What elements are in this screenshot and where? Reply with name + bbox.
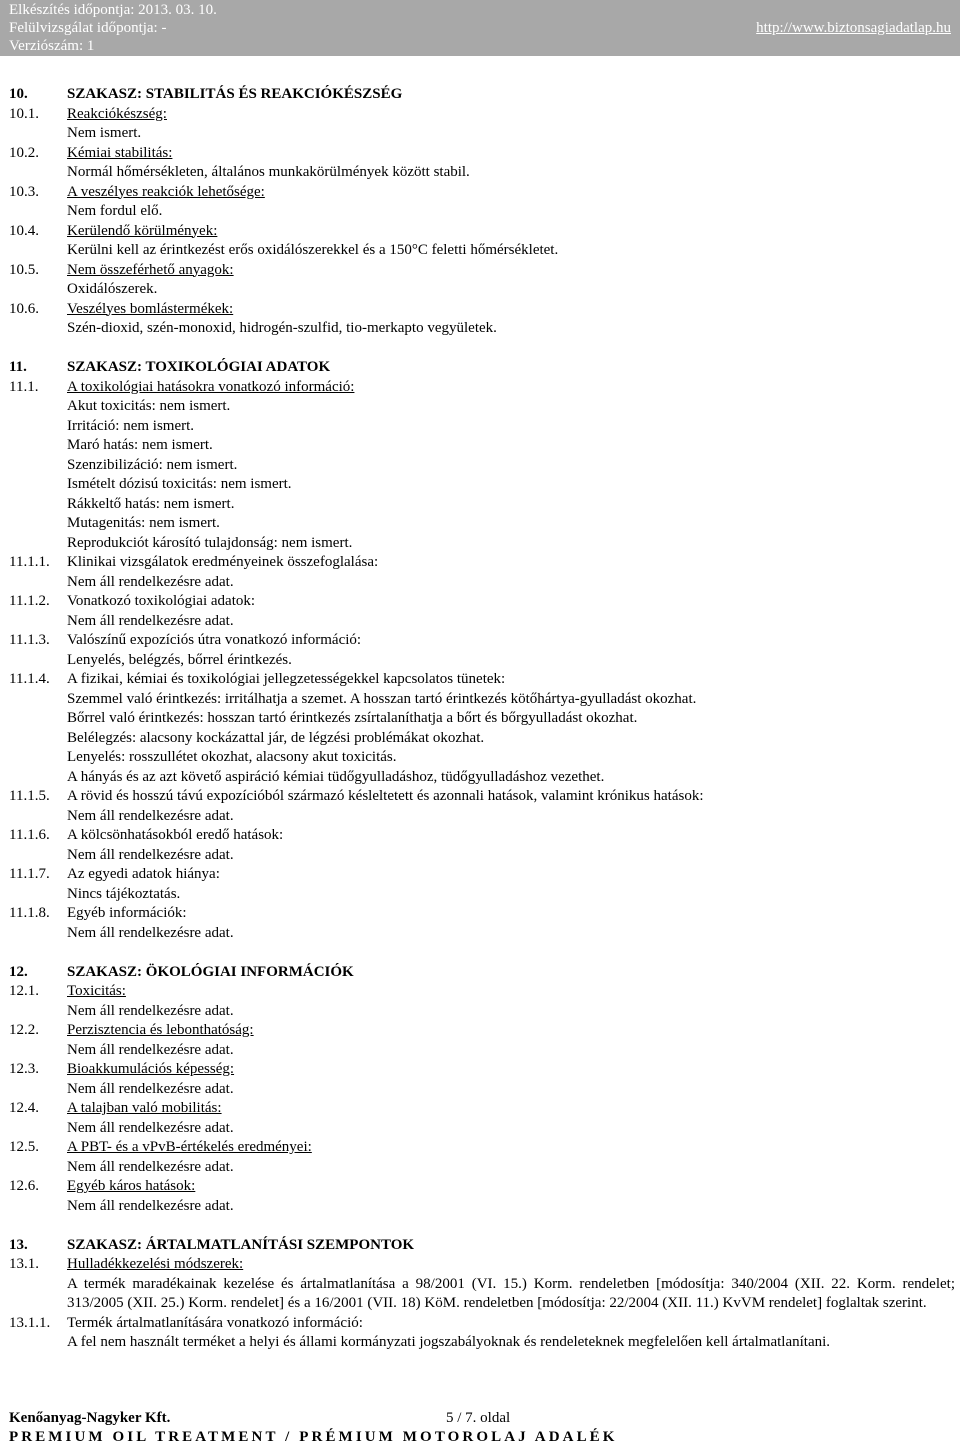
subsection-text: Nem áll rendelkezésre adat.: [67, 1080, 234, 1097]
header-meta: [9, 1, 217, 55]
subsection-text: Belélegzés: alacsony kockázattal jár, de légzési problémákat okozhat.: [67, 729, 485, 746]
subsection-text: Ismételt dózisú toxicitás: nem ismert.: [67, 476, 292, 492]
subsection-text: Maró hatás: nem ismert.: [67, 437, 213, 453]
subsection-heading: 10.1. Reakciókészség:: [9, 105, 167, 122]
subsection-text: Oxidálószerek.: [67, 281, 158, 297]
subsection-text: Nem fordul elő.: [67, 203, 163, 219]
subsection-text: Szemmel való érintkezés: irritálhatja a szemet. A hosszan tartó érintkezés kötőhártya-gyulladást okozhat.: [67, 690, 697, 707]
subsection-text: Rákkeltő hatás: nem ismert.: [67, 495, 235, 512]
product-slogan: PREMIUM OIL TREATMENT / PRÉMIUM MOTOROLAJ ADALÉK: [9, 1429, 618, 1445]
subsection-text: Nem áll rendelkezésre adat.: [67, 807, 234, 824]
subsection-heading: 10.4. Kerülendő körülmények:: [9, 222, 218, 239]
created-date: Elkészítés időpontja: 2013. 03. 10.: [9, 2, 217, 18]
subsection-heading: 10.5. Nem összeférhető anyagok:: [9, 261, 234, 278]
subsection-text: Lenyelés: rosszullétet okozhat, alacsony akut toxicitás.: [67, 749, 397, 765]
review-date: Felülvizsgálat időpontja: -: [9, 20, 167, 36]
subsection-heading: 12.4. A talajban való mobilitás:: [9, 1100, 222, 1116]
subsection-text: Lenyelés, belégzés, bőrrel érintkezés.: [67, 651, 292, 668]
subsection-heading: 12.2. Perzisztencia és lebonthatóság:: [9, 1022, 254, 1038]
subsection-text: Nem áll rendelkezésre adat.: [67, 573, 234, 590]
subsection-heading: 12.3. Bioakkumulációs képesség:: [9, 1061, 235, 1077]
subsection-heading: 11.1.7. Az egyedi adatok hiánya:: [9, 866, 220, 882]
subsection-heading: 11.1.3. Valószínű expozíciós útra vonatkozó információ:: [9, 632, 362, 648]
subsection-text: Nincs tájékoztatás.: [67, 885, 181, 902]
page-number: 5 / 7. oldal: [446, 1410, 511, 1426]
subsection-text: Nem áll rendelkezésre adat.: [67, 1002, 234, 1019]
subsection-heading: 11.1.1. Klinikai vizsgálatok eredményeinek összefoglalása:: [9, 554, 379, 570]
company-name: Kenőanyag-Nagyker Kft.: [9, 1410, 171, 1426]
subsection-text: Szenzibilizáció: nem ismert.: [67, 456, 238, 473]
section-13-heading: 13. SZAKASZ: ÁRTALMATLANÍTÁSI SZEMPONTOK: [9, 1236, 415, 1253]
subsection-heading: 10.2. Kémiai stabilitás:: [9, 144, 173, 161]
subsection-text: Bőrrel való érintkezés: hosszan tartó érintkezés zsírtalaníthatja a bőrt és bőrgyulladást okozhat.: [67, 710, 638, 726]
subsection-text: Irritáció: nem ismert.: [67, 417, 195, 434]
subsection-text: Nem áll rendelkezésre adat.: [67, 846, 234, 863]
subsection-heading: 10.6. Veszélyes bomlástermékek:: [9, 300, 234, 317]
subsection-text: Kerülni kell az érintkezést erős oxidálószerekkel és a 150°C feletti hőmérsékletet.: [67, 242, 559, 258]
subsection-heading: 13.1.1. Termék ártalmatlanítására vonatkozó információ:: [9, 1314, 363, 1331]
subsection-text: Nem áll rendelkezésre adat.: [67, 1197, 234, 1214]
document-header: [0, 0, 960, 56]
subsection-text: Szén-dioxid, szén-monoxid, hidrogén-szulfid, tio-merkapto vegyületek.: [67, 320, 497, 336]
subsection-text: Akut toxicitás: nem ismert.: [67, 398, 231, 414]
subsection-heading: 11.1.8. Egyéb információk:: [9, 905, 187, 921]
subsection-text: A fel nem használt terméket a helyi és állami kormányzati jogszabályoknak és rendeleteknek megfelelően kell ártalmatlanítani.: [67, 1334, 831, 1350]
subsection-text: Nem áll rendelkezésre adat.: [67, 1158, 234, 1175]
subsection-text: Mutagenitás: nem ismert.: [67, 515, 220, 531]
subsection-text: Nem áll rendelkezésre adat.: [67, 1041, 234, 1058]
section-11-heading: 11. SZAKASZ: TOXIKOLÓGIAI ADATOK: [9, 359, 331, 375]
subsection-text: Nem áll rendelkezésre adat.: [67, 612, 234, 629]
website-link[interactable]: http://www.biztonsagiadatlap.hu: [756, 20, 951, 36]
section-12-heading: 12. SZAKASZ: ÖKOLÓGIAI INFORMÁCIÓK: [9, 963, 354, 980]
subsection-text: Reprodukciót károsító tulajdonság: nem ismert.: [67, 534, 353, 551]
subsection-heading: 12.6. Egyéb káros hatások:: [9, 1178, 196, 1194]
subsection-heading: 11.1.2. Vonatkozó toxikológiai adatok:: [9, 593, 256, 609]
subsection-heading: 13.1. Hulladékkezelési módszerek:: [9, 1256, 244, 1272]
subsection-heading: 12.5. A PBT- és a vPvB-értékelés eredményei:: [9, 1139, 312, 1155]
subsection-text: Nem áll rendelkezésre adat.: [67, 1119, 234, 1136]
subsection-text: Nem ismert.: [67, 125, 142, 141]
subsection-text: Nem áll rendelkezésre adat.: [67, 924, 234, 941]
subsection-heading: 11.1.6. A kölcsönhatásokból eredő hatások:: [9, 827, 284, 843]
subsection-heading: 12.1. Toxicitás:: [9, 983, 126, 999]
section-10-heading: 10. SZAKASZ: STABILITÁS ÉS REAKCIÓKÉSZSÉG: [9, 86, 403, 102]
subsection-heading: 10.3. A veszélyes reakciók lehetősége:: [9, 183, 265, 200]
subsection-heading: 11.1. A toxikológiai hatásokra vonatkozó információ:: [9, 378, 355, 395]
version-number: Verziószám: 1: [9, 38, 95, 54]
subsection-heading: 11.1.4. A fizikai, kémiai és toxikológiai jellegzetességekkel kapcsolatos tünetek:: [9, 671, 506, 687]
document-body: [9, 85, 955, 1353]
subsection-text: Normál hőmérsékleten, általános munkakörülmények között stabil.: [67, 164, 470, 180]
subsection-text: A hányás és az azt követő aspiráció kémiai tüdőgyulladáshoz, tüdőgyulladáshoz vezethet.: [67, 768, 605, 785]
subsection-text: A termék maradékainak kezelése és ártalmatlanítása a 98/2001 (VI. 15.) Korm. rendeletben [módosítja: 340/2004 (XII. 22. Korm. rendelet; 313/2005 (XII. 25.) Korm. rendelet] és a 16/2001 (VII. 18) KöM. rendeletben [módosítja: 22/2004 (XII. 11.) KvVM rendelet] foglaltak szerint.: [67, 1275, 955, 1311]
subsection-heading: 11.1.5. A rövid és hosszú távú expozícióból származó késleltetett és azonnali hatások, valamint krónikus hatások:: [9, 788, 704, 804]
